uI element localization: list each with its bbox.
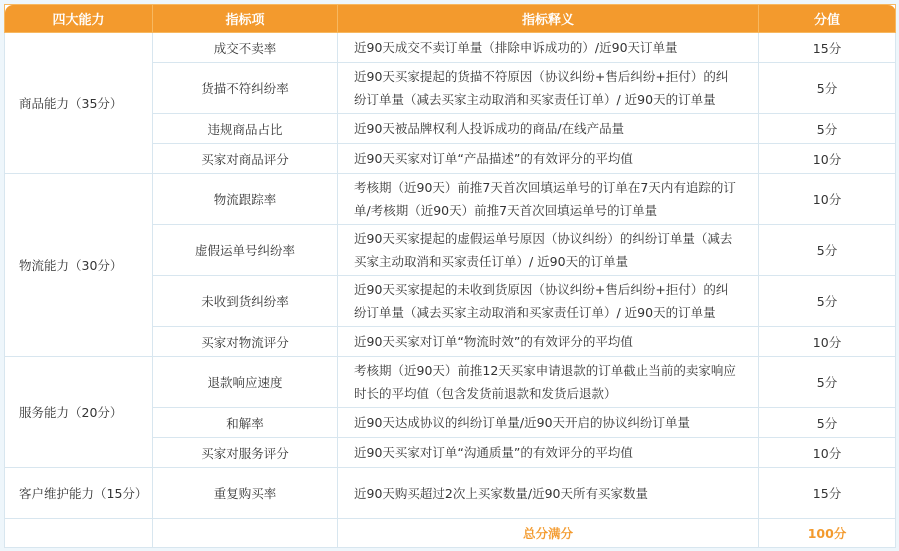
definition-cell: 近90天买家对订单“沟通质量”的有效评分的平均值 — [338, 438, 759, 468]
total-empty-cell — [5, 519, 153, 548]
table-row — [5, 174, 896, 225]
total-row — [5, 519, 896, 548]
definition-cell: 近90天买家对订单“产品描述”的有效评分的平均值 — [338, 144, 759, 174]
score-cell: 15分 — [759, 468, 896, 519]
definition-cell: 近90天买家提起的虚假运单号原因（协议纠纷）的纠纷订单量（减去买家主动取消和买家责任订单）/ 近90天的订单量 — [338, 225, 759, 276]
item-cell: 买家对服务评分 — [153, 438, 338, 468]
score-cell: 5分 — [759, 114, 896, 144]
table-header-row — [5, 5, 896, 33]
definition-cell: 近90天成交不卖订单量（排除申诉成功的）/近90天订单量 — [338, 33, 759, 63]
table-row — [5, 357, 896, 408]
definition-cell: 近90天买家提起的货描不符原因（协议纠纷+售后纠纷+拒付）的纠纷订单量（减去买家主动取消和买家责任订单）/ 近90天的订单量 — [338, 63, 759, 114]
item-cell: 买家对商品评分 — [153, 144, 338, 174]
header-category: 四大能力 — [5, 5, 153, 33]
item-cell: 重复购买率 — [153, 468, 338, 519]
item-cell: 和解率 — [153, 408, 338, 438]
category-cell: 商品能力（35分） — [5, 33, 153, 174]
total-label: 总分满分 — [338, 519, 759, 548]
category-cell: 客户维护能力（15分） — [5, 468, 153, 519]
score-cell: 10分 — [759, 174, 896, 225]
definition-cell: 近90天被品牌权利人投诉成功的商品/在线产品量 — [338, 114, 759, 144]
definition-cell: 近90天买家对订单“物流时效”的有效评分的平均值 — [338, 327, 759, 357]
score-cell: 5分 — [759, 357, 896, 408]
score-cell: 5分 — [759, 408, 896, 438]
header-definition: 指标释义 — [338, 5, 759, 33]
category-cell: 服务能力（20分） — [5, 357, 153, 468]
item-cell: 买家对物流评分 — [153, 327, 338, 357]
definition-cell: 近90天达成协议的纠纷订单量/近90天开启的协议纠纷订单量 — [338, 408, 759, 438]
seller-ability-score-table — [4, 4, 896, 548]
definition-cell: 近90天购买超过2次上买家数量/近90天所有买家数量 — [338, 468, 759, 519]
score-cell: 10分 — [759, 327, 896, 357]
header-score: 分值 — [759, 5, 896, 33]
score-cell: 5分 — [759, 63, 896, 114]
score-cell: 10分 — [759, 144, 896, 174]
category-cell: 物流能力（30分） — [5, 174, 153, 357]
score-cell: 15分 — [759, 33, 896, 63]
item-cell: 退款响应速度 — [153, 357, 338, 408]
item-cell: 违规商品占比 — [153, 114, 338, 144]
item-cell: 虚假运单号纠纷率 — [153, 225, 338, 276]
definition-cell: 考核期（近90天）前推7天首次回填运单号的订单在7天内有追踪的订单/考核期（近90天）前推7天首次回填运单号的订单量 — [338, 174, 759, 225]
total-empty-cell — [153, 519, 338, 548]
definition-cell: 考核期（近90天）前推12天买家申请退款的订单截止当前的卖家响应时长的平均值（包含发货前退款和发货后退款） — [338, 357, 759, 408]
score-cell: 5分 — [759, 225, 896, 276]
table-row — [5, 33, 896, 63]
score-cell: 5分 — [759, 276, 896, 327]
header-item: 指标项 — [153, 5, 338, 33]
table-row — [5, 468, 896, 519]
definition-cell: 近90天买家提起的未收到货原因（协议纠纷+售后纠纷+拒付）的纠纷订单量（减去买家主动取消和买家责任订单）/ 近90天的订单量 — [338, 276, 759, 327]
score-cell: 10分 — [759, 438, 896, 468]
total-score: 100分 — [759, 519, 896, 548]
item-cell: 货描不符纠纷率 — [153, 63, 338, 114]
score-table-container — [4, 4, 895, 548]
item-cell: 成交不卖率 — [153, 33, 338, 63]
item-cell: 未收到货纠纷率 — [153, 276, 338, 327]
item-cell: 物流跟踪率 — [153, 174, 338, 225]
